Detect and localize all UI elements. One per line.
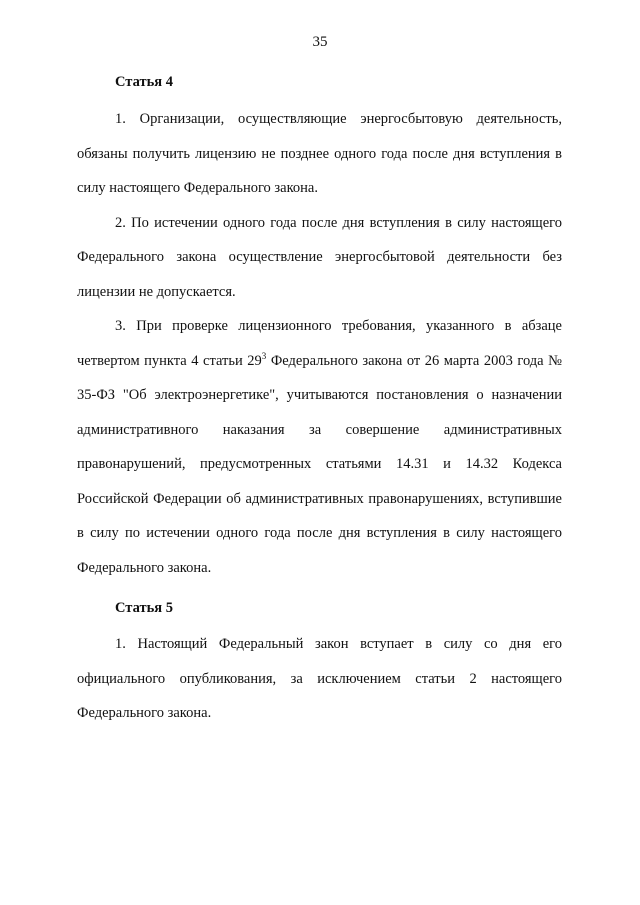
article-4-paragraph-3-part-1: 3. При проверке лицензионного требования, указанного в абзаце четвертом пункта 4 статьи 29 <box>77 318 562 369</box>
page-number: 35 <box>312 34 328 50</box>
article-4-paragraph-2: 2. По истечении одного года после дня вступления в силу настоящего Федерального закона осуществление энергосбытовой деятельности без лицензии не допускается. <box>77 214 562 300</box>
article-4-paragraph-3 <box>77 309 562 585</box>
superscript-3: 3 <box>261 350 267 361</box>
article-4-heading: Статья 4 <box>115 74 173 90</box>
article-4-paragraph-3-part-2: Федерального закона от 26 марта 2003 года № 35-ФЗ "Об электроэнергетике", учитываются постановления о назначении административного наказания за совершение административных правонарушений, предусмотренных статьями 14.31 и 14.32 Кодекса Российской Федерации об административных правонарушениях, вступившие в силу по истечении одного года после дня вступления в силу настоящего Федерального закона. <box>77 352 562 576</box>
article-4-paragraph-1: 1. Организации, осуществляющие энергосбытовую деятельность, обязаны получить лицензию не позднее одного года после дня вступления в силу настоящего Федерального закона. <box>77 111 562 196</box>
document-body <box>77 60 562 731</box>
article-5-heading: Статья 5 <box>115 600 173 616</box>
article-5-paragraph-1: 1. Настоящий Федеральный закон вступает в силу со дня его официального опубликования, за исключением статьи 2 настоящего Федерального закона. <box>77 636 562 721</box>
